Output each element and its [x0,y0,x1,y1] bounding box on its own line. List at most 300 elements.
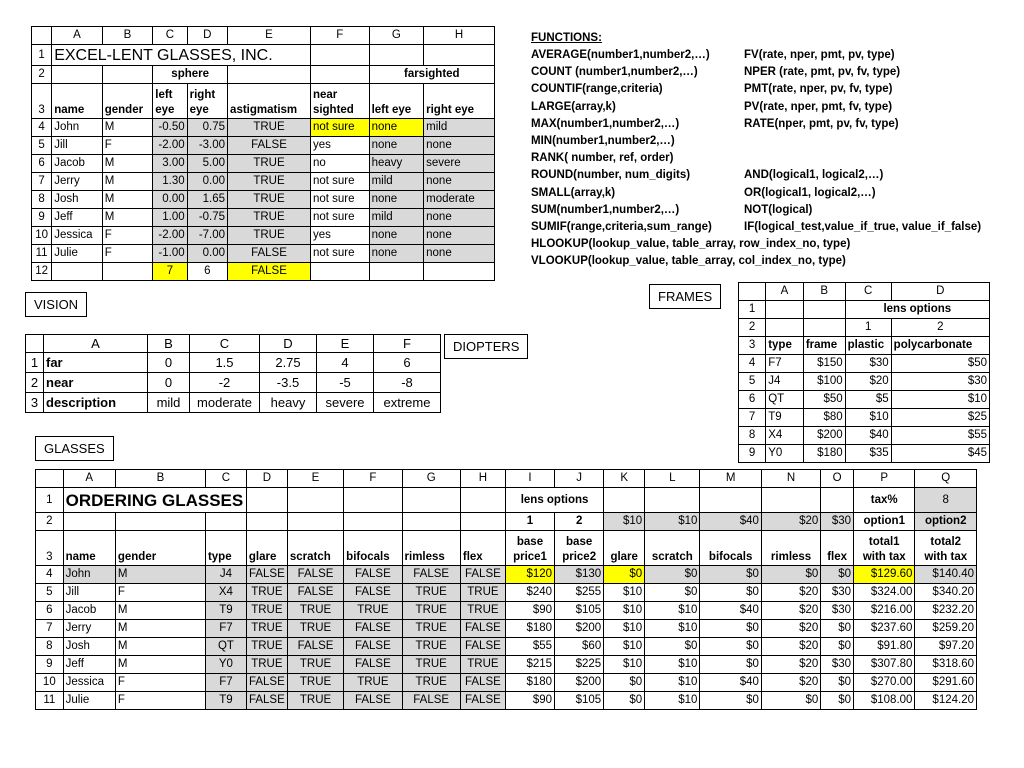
cell[interactable]: none [369,227,424,245]
cell[interactable]: near [44,373,148,393]
cell[interactable]: -0.75 [187,209,227,227]
cell[interactable]: $45 [891,445,989,463]
column-header[interactable]: H [424,27,495,45]
header-cell[interactable]: plastic [845,337,891,355]
cell[interactable]: none [369,191,424,209]
cell[interactable]: $20 [761,620,820,638]
cell[interactable]: 1.65 [187,191,227,209]
cell[interactable]: $0 [821,674,854,692]
summary-cell[interactable] [102,263,153,281]
cell[interactable]: TRUE [246,620,287,638]
column-header[interactable]: M [700,470,761,488]
cell[interactable]: Josh [52,191,103,209]
cell[interactable]: $20 [845,373,891,391]
summary-cell[interactable]: 6 [187,263,227,281]
header-cell[interactable]: polycarbonate [891,337,989,355]
header-cell[interactable]: base price1 [505,531,554,566]
cell[interactable]: -2.00 [153,137,187,155]
header-cell[interactable]: right eye [424,84,495,119]
cell[interactable]: M [102,191,153,209]
column-header[interactable]: O [821,470,854,488]
cell[interactable]: TRUE [287,692,343,710]
cell[interactable]: severe [317,393,374,413]
cell[interactable]: J4 [205,566,246,584]
cell[interactable]: 2 [555,513,604,531]
column-header[interactable]: C [190,335,260,353]
cell[interactable] [228,66,311,84]
cell[interactable]: -3.00 [187,137,227,155]
cell[interactable]: $10 [645,513,700,531]
cell[interactable]: $200 [555,620,604,638]
cell[interactable]: TRUE [402,620,460,638]
row-number[interactable]: 9 [739,445,766,463]
cell[interactable] [460,513,505,531]
row-number[interactable]: 5 [36,584,64,602]
cell[interactable] [803,301,845,319]
cell[interactable]: extreme [374,393,441,413]
cell[interactable]: John [63,566,115,584]
row-number[interactable]: 1 [26,353,44,373]
column-header[interactable]: F [374,335,441,353]
cell[interactable]: $30 [821,656,854,674]
cell[interactable]: $180 [505,620,554,638]
cell[interactable]: no [310,155,369,173]
cell[interactable]: option2 [915,513,977,531]
header-cell[interactable]: gender [115,531,205,566]
header-cell[interactable]: rimless [402,531,460,566]
row-number[interactable]: 10 [32,227,52,245]
cell[interactable]: $0 [761,566,820,584]
cell[interactable]: F [115,674,205,692]
cell[interactable]: FALSE [460,692,505,710]
row-number[interactable]: 6 [36,602,64,620]
cell[interactable]: $20 [761,674,820,692]
cell[interactable]: Jeff [63,656,115,674]
column-header[interactable]: I [505,470,554,488]
cell[interactable]: FALSE [287,638,343,656]
cell[interactable]: $130 [555,566,604,584]
cell[interactable]: $50 [803,391,845,409]
cell[interactable]: $259.20 [915,620,977,638]
cell[interactable]: $50 [891,355,989,373]
cell[interactable]: TRUE [344,674,402,692]
summary-cell[interactable] [52,263,103,281]
cell[interactable]: FALSE [344,692,402,710]
cell[interactable]: TRUE [402,674,460,692]
row-number[interactable]: 8 [32,191,52,209]
cell[interactable]: $0 [821,566,854,584]
cell[interactable]: $0 [700,566,761,584]
cell[interactable]: $40 [700,602,761,620]
cell[interactable]: FALSE [287,584,343,602]
cell[interactable]: $10 [845,409,891,427]
cell[interactable]: 1.00 [153,209,187,227]
cell[interactable]: M [102,173,153,191]
cell[interactable]: TRUE [287,620,343,638]
cell[interactable]: M [115,620,205,638]
cell[interactable]: F [102,227,153,245]
cell[interactable]: TRUE [228,119,311,137]
cell[interactable]: -0.50 [153,119,187,137]
cell[interactable]: $0 [700,620,761,638]
cell[interactable]: none [424,137,495,155]
cell[interactable]: yes [310,137,369,155]
header-cell[interactable]: bifocals [344,531,402,566]
cell[interactable]: 6 [374,353,441,373]
row-number[interactable]: 11 [36,692,64,710]
header-cell[interactable]: scratch [645,531,700,566]
column-header[interactable]: Q [915,470,977,488]
row-number[interactable]: 8 [739,427,766,445]
cell[interactable]: $0 [761,692,820,710]
cell[interactable] [115,513,205,531]
cell[interactable] [310,66,369,84]
cell[interactable] [369,45,424,66]
cell[interactable]: mild [148,393,190,413]
cell[interactable] [460,488,505,513]
cell[interactable] [402,488,460,513]
cell[interactable]: 0 [148,373,190,393]
header-cell[interactable]: glare [604,531,645,566]
cell[interactable]: $340.20 [915,584,977,602]
header-cell[interactable]: name [52,84,103,119]
column-header[interactable]: C [205,470,246,488]
cell[interactable]: $180 [505,674,554,692]
column-header[interactable]: A [44,335,148,353]
row-number[interactable]: 10 [36,674,64,692]
cell[interactable]: $20 [761,602,820,620]
summary-cell[interactable] [310,263,369,281]
cell[interactable]: $10 [645,602,700,620]
tax-value[interactable]: 8 [915,488,977,513]
column-header[interactable]: E [228,27,311,45]
cell[interactable]: 1.30 [153,173,187,191]
cell[interactable]: T9 [766,409,804,427]
cell[interactable]: FALSE [246,692,287,710]
cell[interactable]: 0 [148,353,190,373]
cell[interactable]: $90 [505,692,554,710]
column-header[interactable]: D [187,27,227,45]
cell[interactable]: $10 [645,620,700,638]
cell[interactable]: TRUE [228,227,311,245]
cell[interactable]: $60 [555,638,604,656]
row-number[interactable]: 4 [36,566,64,584]
cell[interactable] [700,488,761,513]
cell[interactable]: TRUE [246,584,287,602]
cell[interactable] [52,66,103,84]
cell[interactable]: 0.00 [187,245,227,263]
cell[interactable] [766,301,804,319]
cell[interactable]: none [369,245,424,263]
cell[interactable]: FALSE [228,137,311,155]
column-header[interactable]: A [52,27,103,45]
cell[interactable]: moderate [424,191,495,209]
cell[interactable]: TRUE [402,638,460,656]
header-cell[interactable]: astigmatism [228,84,311,119]
tax-label[interactable]: tax% [854,488,915,513]
cell[interactable]: not sure [310,173,369,191]
cell[interactable]: $0 [604,692,645,710]
cell[interactable]: Y0 [205,656,246,674]
cell[interactable] [344,513,402,531]
cell[interactable]: Jessica [52,227,103,245]
cell[interactable]: Jerry [52,173,103,191]
row-number[interactable]: 2 [36,513,64,531]
cell[interactable]: M [102,209,153,227]
cell[interactable] [645,488,700,513]
cell[interactable]: Jessica [63,674,115,692]
lens-options-header[interactable]: lens options [505,488,603,513]
column-header[interactable]: B [115,470,205,488]
cell[interactable] [766,319,804,337]
header-cell[interactable]: scratch [287,531,343,566]
cell[interactable]: $200 [555,674,604,692]
cell[interactable]: 0.00 [153,191,187,209]
cell[interactable]: $124.20 [915,692,977,710]
cell[interactable]: description [44,393,148,413]
cell[interactable]: FALSE [460,620,505,638]
cell[interactable]: $10 [604,620,645,638]
cell[interactable]: M [102,119,153,137]
cell[interactable]: F7 [766,355,804,373]
cell[interactable]: $129.60 [854,566,915,584]
cell[interactable]: -5 [317,373,374,393]
cell[interactable]: FALSE [287,566,343,584]
sphere-header[interactable]: sphere [153,66,228,84]
cell[interactable]: option1 [854,513,915,531]
cell[interactable]: $0 [700,638,761,656]
cell[interactable]: $291.60 [915,674,977,692]
cell[interactable] [424,45,495,66]
cell[interactable]: Jacob [52,155,103,173]
row-number[interactable]: 3 [739,337,766,355]
cell[interactable]: $0 [645,638,700,656]
cell[interactable]: mild [369,173,424,191]
cell[interactable]: TRUE [344,602,402,620]
cell[interactable]: $232.20 [915,602,977,620]
cell[interactable]: $240 [505,584,554,602]
row-number[interactable]: 7 [739,409,766,427]
column-header[interactable]: F [310,27,369,45]
cell[interactable]: $90 [505,602,554,620]
cell[interactable]: mild [424,119,495,137]
cell[interactable] [344,488,402,513]
row-number[interactable]: 3 [36,531,64,566]
cell[interactable]: none [424,209,495,227]
row-number[interactable]: 9 [32,209,52,227]
lens-options-header[interactable]: lens options [845,301,989,319]
cell[interactable]: far [44,353,148,373]
summary-cell[interactable]: FALSE [228,263,311,281]
cell[interactable]: yes [310,227,369,245]
cell[interactable]: $215 [505,656,554,674]
cell[interactable]: TRUE [228,191,311,209]
cell[interactable] [63,513,115,531]
ordering-title[interactable]: ORDERING GLASSES [63,488,246,513]
cell[interactable]: Josh [63,638,115,656]
cell[interactable]: $10 [645,692,700,710]
cell[interactable]: T9 [205,602,246,620]
cell[interactable]: FALSE [246,566,287,584]
header-cell[interactable]: gender [102,84,153,119]
cell[interactable]: $324.00 [854,584,915,602]
cell[interactable]: 3.00 [153,155,187,173]
cell[interactable]: TRUE [402,656,460,674]
cell[interactable]: TRUE [246,602,287,620]
cell[interactable]: $20 [761,584,820,602]
cell[interactable]: M [115,638,205,656]
row-number[interactable]: 2 [739,319,766,337]
cell[interactable]: $0 [645,566,700,584]
cell[interactable]: M [115,656,205,674]
cell[interactable] [287,513,343,531]
cell[interactable]: TRUE [460,584,505,602]
cell[interactable]: $55 [891,427,989,445]
cell[interactable]: M [115,602,205,620]
cell[interactable]: $55 [505,638,554,656]
column-header[interactable]: B [148,335,190,353]
column-header[interactable]: L [645,470,700,488]
cell[interactable]: Jill [63,584,115,602]
cell[interactable]: -8 [374,373,441,393]
cell[interactable]: TRUE [402,602,460,620]
cell[interactable]: none [424,245,495,263]
cell[interactable]: $0 [604,674,645,692]
header-cell[interactable]: left eye [153,84,187,119]
cell[interactable] [761,488,820,513]
column-header[interactable]: H [460,470,505,488]
header-cell[interactable]: base price2 [555,531,604,566]
cell[interactable]: Jill [52,137,103,155]
cell[interactable]: FALSE [344,566,402,584]
cell[interactable]: none [424,173,495,191]
cell[interactable]: $225 [555,656,604,674]
column-header[interactable]: D [246,470,287,488]
farsighted-header[interactable]: farsighted [369,66,494,84]
cell[interactable]: $105 [555,692,604,710]
cell[interactable]: $40 [700,674,761,692]
cell[interactable]: $10 [604,656,645,674]
cell[interactable]: TRUE [287,602,343,620]
cell[interactable]: TRUE [287,674,343,692]
summary-cell[interactable]: 7 [153,263,187,281]
row-number[interactable]: 9 [36,656,64,674]
row-number[interactable]: 6 [739,391,766,409]
header-cell[interactable]: near sighted [310,84,369,119]
column-header[interactable]: A [63,470,115,488]
row-number[interactable]: 4 [739,355,766,373]
cell[interactable]: FALSE [344,638,402,656]
cell[interactable]: $307.80 [854,656,915,674]
cell[interactable] [246,513,287,531]
cell[interactable]: $30 [821,602,854,620]
cell[interactable]: $5 [845,391,891,409]
cell[interactable]: F [102,137,153,155]
row-number[interactable]: 6 [32,155,52,173]
cell[interactable]: FALSE [344,584,402,602]
cell[interactable]: $108.00 [854,692,915,710]
column-header[interactable]: G [369,27,424,45]
cell[interactable]: 5.00 [187,155,227,173]
cell[interactable]: TRUE [228,209,311,227]
cell[interactable]: $237.60 [854,620,915,638]
cell[interactable]: TRUE [228,155,311,173]
cell[interactable]: $0 [821,692,854,710]
cell[interactable]: FALSE [344,656,402,674]
cell[interactable]: -2 [190,373,260,393]
header-cell[interactable]: name [63,531,115,566]
cell[interactable]: not sure [310,209,369,227]
cell[interactable]: 0.75 [187,119,227,137]
cell[interactable]: $0 [700,656,761,674]
header-cell[interactable]: left eye [369,84,424,119]
cell[interactable]: TRUE [246,656,287,674]
cell[interactable] [803,319,845,337]
cell[interactable]: $0 [821,620,854,638]
row-number[interactable]: 1 [739,301,766,319]
cell[interactable]: TRUE [246,638,287,656]
cell[interactable]: $100 [803,373,845,391]
cell[interactable]: mild [369,209,424,227]
cell[interactable]: $0 [645,584,700,602]
cell[interactable]: Jeff [52,209,103,227]
cell[interactable]: M [102,155,153,173]
cell[interactable] [821,488,854,513]
cell[interactable]: 1.5 [190,353,260,373]
cell[interactable]: QT [205,638,246,656]
cell[interactable]: $270.00 [854,674,915,692]
cell[interactable]: $180 [803,445,845,463]
cell[interactable]: TRUE [460,656,505,674]
cell[interactable]: none [424,227,495,245]
column-header[interactable]: D [260,335,317,353]
column-header[interactable]: E [317,335,374,353]
cell[interactable]: 4 [317,353,374,373]
cell[interactable]: $30 [845,355,891,373]
cell[interactable]: $0 [604,566,645,584]
cell[interactable]: FALSE [402,692,460,710]
cell[interactable] [205,513,246,531]
cell[interactable]: FALSE [246,674,287,692]
cell[interactable]: TRUE [402,584,460,602]
cell[interactable]: F7 [205,674,246,692]
cell[interactable]: not sure [310,245,369,263]
cell[interactable]: $30 [891,373,989,391]
cell[interactable]: -1.00 [153,245,187,263]
row-number[interactable]: 2 [26,373,44,393]
cell[interactable]: X4 [205,584,246,602]
cell[interactable]: $20 [761,513,820,531]
row-number[interactable]: 5 [32,137,52,155]
cell[interactable]: $0 [821,638,854,656]
summary-cell[interactable] [369,263,424,281]
cell[interactable]: not sure [310,119,369,137]
cell[interactable]: $10 [604,584,645,602]
header-cell[interactable]: right eye [187,84,227,119]
header-cell[interactable]: type [205,531,246,566]
cell[interactable]: heavy [260,393,317,413]
cell[interactable]: $150 [803,355,845,373]
header-cell[interactable]: type [766,337,804,355]
cell[interactable]: FALSE [460,566,505,584]
cell[interactable]: F7 [205,620,246,638]
cell[interactable]: severe [424,155,495,173]
column-header[interactable]: E [287,470,343,488]
column-header[interactable]: B [803,283,845,301]
cell[interactable] [310,45,369,66]
cell[interactable]: TRUE [228,173,311,191]
cell[interactable]: 1 [505,513,554,531]
